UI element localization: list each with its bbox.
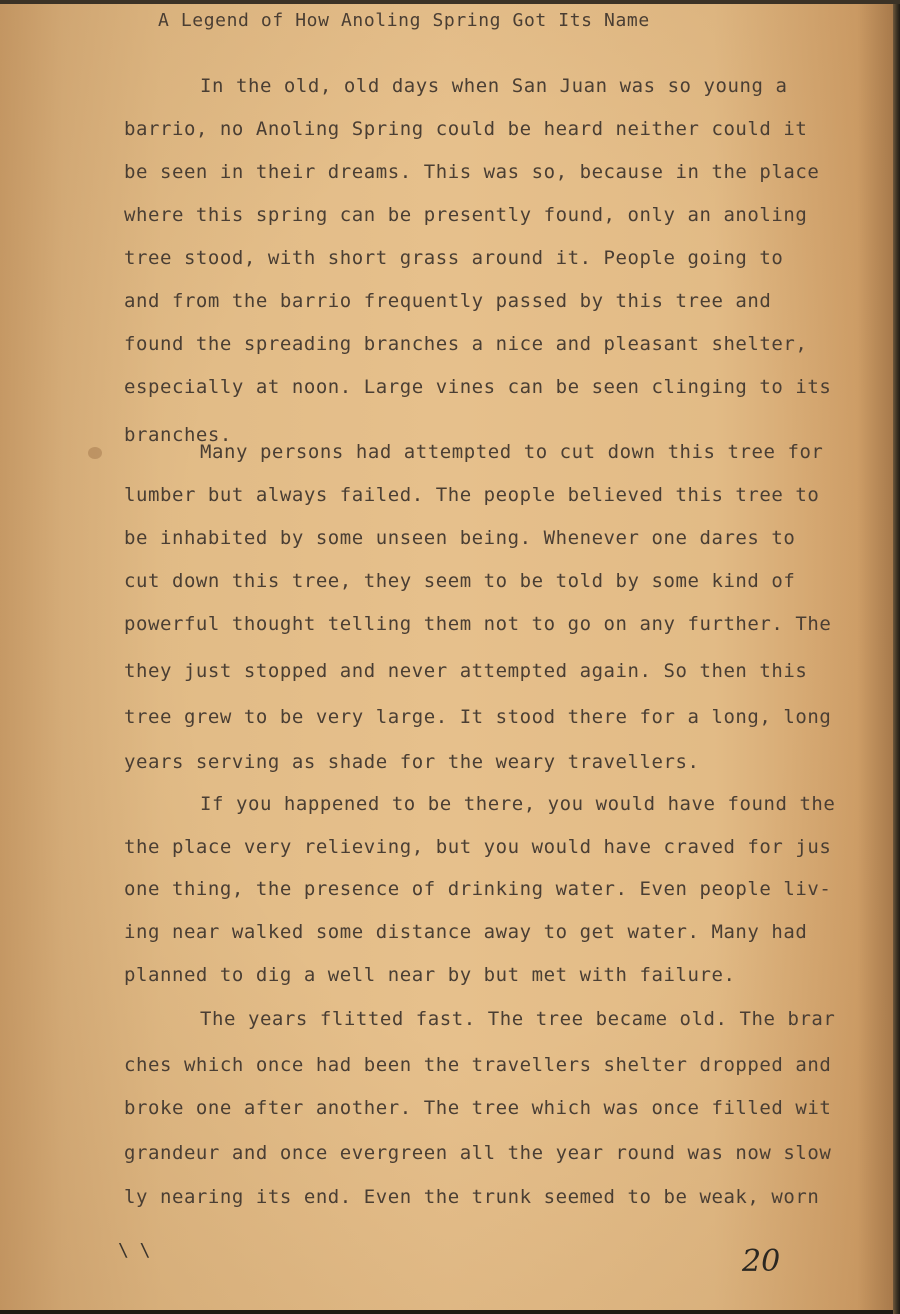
document-title: A Legend of How Anoling Spring Got Its Name: [158, 10, 650, 31]
text-line: The years flitted fast. The tree became old. The brar: [200, 1008, 836, 1030]
margin-mark: \ \: [118, 1240, 151, 1261]
page-edge: [893, 0, 900, 1314]
text-line: the place very relieving, but you would have craved for jus: [124, 836, 832, 858]
text-line: tree grew to be very large. It stood there for a long, long: [124, 706, 832, 728]
text-line: If you happened to be there, you would have found the: [200, 793, 836, 815]
text-line: planned to dig a well near by but met with failure.: [124, 964, 736, 986]
text-line: ches which once had been the travellers shelter dropped and: [124, 1054, 832, 1076]
text-line: and from the barrio frequently passed by this tree and: [124, 290, 772, 312]
text-line: especially at noon. Large vines can be seen clinging to its: [124, 376, 832, 398]
text-line: they just stopped and never attempted again. So then this: [124, 660, 808, 682]
text-line: branches.: [124, 424, 232, 446]
text-line: be seen in their dreams. This was so, because in the place: [124, 161, 820, 183]
text-line: ing near walked some distance away to get water. Many had: [124, 921, 808, 943]
text-line: grandeur and once evergreen all the year round was now slow: [124, 1142, 832, 1164]
text-line: In the old, old days when San Juan was so young a: [200, 75, 788, 97]
text-line: found the spreading branches a nice and pleasant shelter,: [124, 333, 808, 355]
text-line: Many persons had attempted to cut down this tree for: [200, 441, 824, 463]
paper-stain: [88, 447, 102, 459]
text-line: where this spring can be presently found, only an anoling: [124, 204, 808, 226]
text-line: ly nearing its end. Even the trunk seemed to be weak, worn: [124, 1186, 820, 1208]
text-line: tree stood, with short grass around it. People going to: [124, 247, 784, 269]
text-line: powerful thought telling them not to go on any further. The: [124, 613, 832, 635]
text-line: one thing, the presence of drinking water. Even people liv-: [124, 878, 832, 900]
text-line: cut down this tree, they seem to be told by some kind of: [124, 570, 796, 592]
text-line: be inhabited by some unseen being. Whenever one dares to: [124, 527, 796, 549]
text-line: lumber but always failed. The people believed this tree to: [124, 484, 820, 506]
page-number: 20: [742, 1244, 781, 1279]
text-line: barrio, no Anoling Spring could be heard neither could it: [124, 118, 808, 140]
page-top-edge: [0, 0, 900, 4]
text-line: years serving as shade for the weary travellers.: [124, 751, 700, 773]
text-line: broke one after another. The tree which was once filled wit: [124, 1097, 832, 1119]
